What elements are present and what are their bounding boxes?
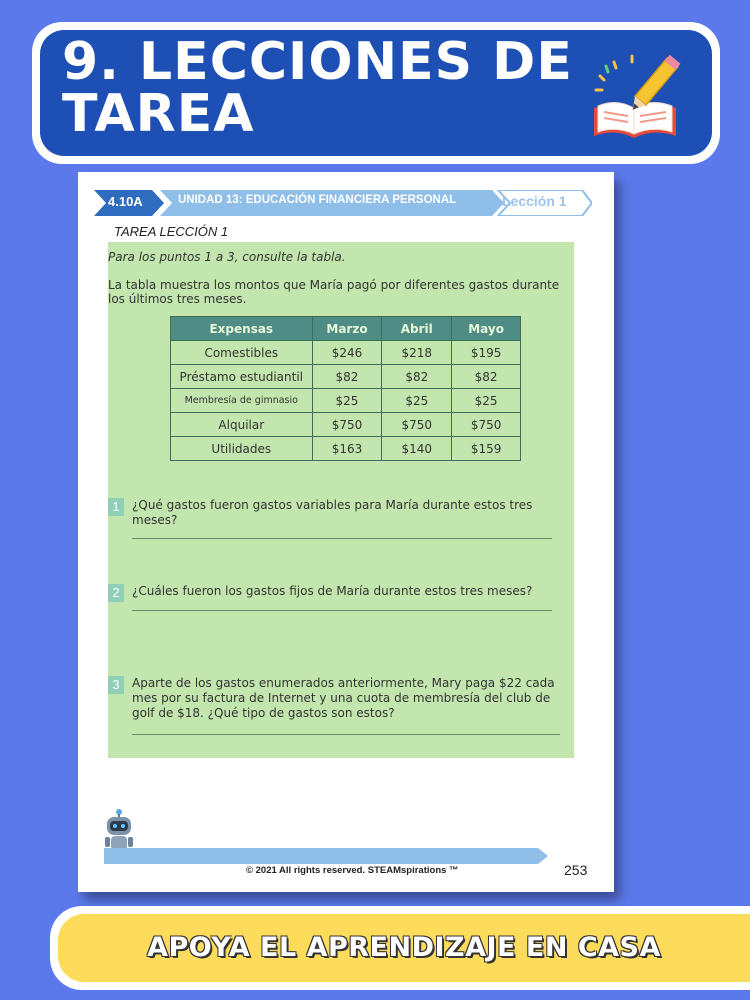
- table-cell: Membresía de gimnasio: [171, 389, 313, 413]
- question-text: ¿Cuáles fueron los gastos fijos de María durante estos tres meses?: [132, 584, 533, 598]
- instructions-text: Para los puntos 1 a 3, consulte la tabla.: [108, 250, 346, 264]
- question-number: 3: [108, 676, 124, 694]
- question-2: [108, 584, 568, 614]
- table-row: [171, 389, 521, 413]
- question-3: [108, 676, 568, 740]
- homework-title: TAREA LECCIÓN 1: [114, 224, 229, 239]
- expenses-table: [170, 316, 521, 461]
- table-cell: $750: [382, 413, 452, 437]
- table-cell: $195: [452, 341, 521, 365]
- answer-line[interactable]: [132, 610, 552, 611]
- table-cell: Alquilar: [171, 413, 313, 437]
- table-row: [171, 365, 521, 389]
- question-text: Aparte de los gastos enumerados anteriormente, Mary paga $22 cada mes por su factura de Internet y una cuota de membresía del club de golf de $18. ¿Qué tipo de gastos son estos?: [132, 676, 555, 720]
- table-header-row: [171, 317, 521, 341]
- table-cell: $159: [452, 437, 521, 461]
- table-row: [171, 437, 521, 461]
- table-cell: $246: [312, 341, 382, 365]
- table-cell: $218: [382, 341, 452, 365]
- table-cell: $82: [312, 365, 382, 389]
- worksheet-page: [78, 172, 614, 892]
- table-row: [171, 413, 521, 437]
- table-row: [171, 341, 521, 365]
- bottom-banner-text: APOYA EL APRENDIZAJE EN CASA: [147, 932, 661, 963]
- answer-line[interactable]: [132, 734, 560, 735]
- copyright-text: © 2021 All rights reserved. STEAMspirations ™: [246, 865, 459, 876]
- table-cell: $82: [382, 365, 452, 389]
- question-text: ¿Qué gastos fueron gastos variables para María durante estos tres meses?: [132, 498, 533, 527]
- book-pencil-icon: [588, 50, 684, 146]
- column-header: Marzo: [312, 317, 382, 341]
- table-cell: $25: [312, 389, 382, 413]
- footer-bar: [104, 848, 548, 864]
- table-cell: $750: [452, 413, 521, 437]
- question-number: 1: [108, 498, 124, 516]
- answer-line[interactable]: [132, 538, 552, 539]
- table-cell: $25: [452, 389, 521, 413]
- unit-title: UNIDAD 13: EDUCACIÓN FINANCIERA PERSONAL: [178, 194, 457, 206]
- table-cell: $82: [452, 365, 521, 389]
- lesson-label: Lección 1: [502, 193, 567, 209]
- table-cell: Préstamo estudiantil: [171, 365, 313, 389]
- table-cell: $750: [312, 413, 382, 437]
- lesson-code: 4.10A: [108, 194, 143, 209]
- column-header: Expensas: [171, 317, 313, 341]
- table-cell: $25: [382, 389, 452, 413]
- page-number: 253: [564, 862, 588, 878]
- table-cell: Comestibles: [171, 341, 313, 365]
- table-cell: $163: [312, 437, 382, 461]
- question-number: 2: [108, 584, 124, 602]
- table-cell: $140: [382, 437, 452, 461]
- context-text: La tabla muestra los montos que María pagó por diferentes gastos durante los últimos tres meses.: [108, 278, 560, 306]
- column-header: Mayo: [452, 317, 521, 341]
- page-title: 9. LECCIONES DE TAREA: [62, 32, 573, 144]
- question-1: [108, 498, 568, 542]
- table-cell: Utilidades: [171, 437, 313, 461]
- column-header: Abril: [382, 317, 452, 341]
- homework-section: [108, 242, 574, 758]
